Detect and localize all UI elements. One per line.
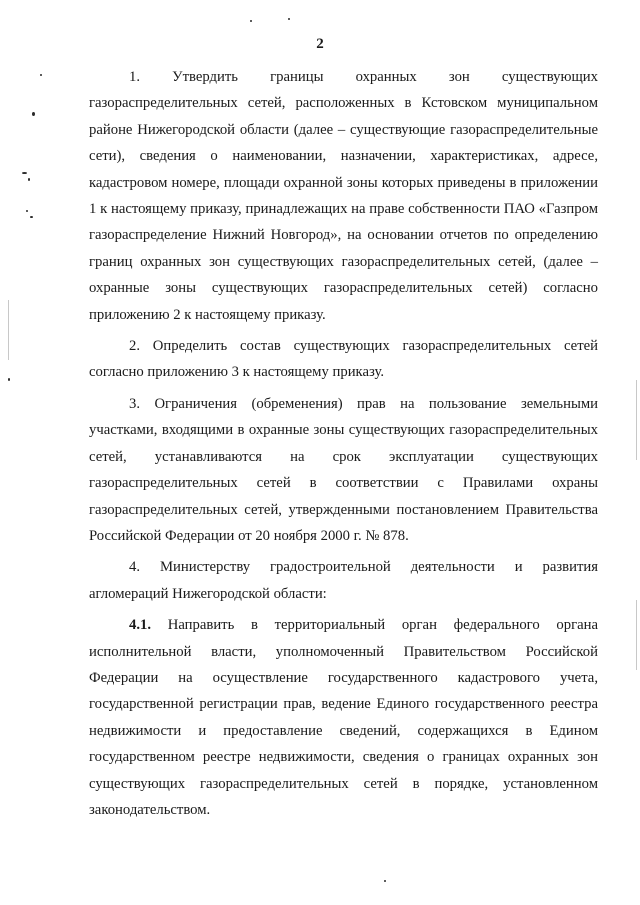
scan-speck xyxy=(40,74,42,76)
paragraph-1: 1. Утвердить границы охранных зон существующих газораспределительных сетей, расположенных в Кстовском муниципальном районе Нижегородской области (далее – существующие газораспределительные сети), сведения о наименовании, назначении, характеристиках, адресе, кадастровом номере, площади охранной зоны которых приведены в приложении 1 к настоящему приказу, принадлежащих на праве собственности ПАО «Газпром газораспределение Нижний Новгород», на основании отчетов по определению границ охранных зон существующих газораспределительных сетей, (далее – охранные зоны существующих газораспределительных сетей) согласно приложению 2 к настоящему приказу. xyxy=(89,69,598,323)
scan-speck xyxy=(384,880,386,882)
paragraph-4-1-number: 4.1. xyxy=(129,617,152,634)
paragraph-4: 4. Министерству градостроительной деятельности и развития агломераций Нижегородской области: xyxy=(89,559,598,602)
scan-edge-line xyxy=(8,300,9,360)
paragraph-2: 2. Определить состав существующих газораспределительных сетей согласно приложению 3 к настоящему приказу. xyxy=(89,338,598,381)
scan-speck xyxy=(8,378,10,381)
paragraph-4-1 xyxy=(89,612,598,823)
scan-speck xyxy=(30,216,33,218)
paragraph-3: 3. Ограничения (обременения) прав на пользование земельными участками, входящими в охранные зоны существующих газораспределительных сетей, устанавливаются на срок эксплуатации существующих газораспределительных сетей в соответствии с Правилами охраны газораспределительных сетей, утвержденными постановлением Правительства Российской Федерации от 20 ноября 2000 г. № 878. xyxy=(89,395,598,544)
scan-speck xyxy=(288,18,290,20)
scan-speck xyxy=(250,20,252,22)
document-body xyxy=(89,64,598,823)
scan-speck xyxy=(26,210,28,212)
page-number: 2 xyxy=(316,36,324,52)
scan-speck xyxy=(28,178,30,181)
scan-speck xyxy=(22,172,27,174)
scan-edge-line xyxy=(636,380,637,460)
scan-speck xyxy=(32,112,35,116)
scan-edge-line xyxy=(636,600,637,670)
paragraph-4-1-text: Направить в территориальный орган федерального органа исполнительной власти, уполномоченный Правительством Российской Федерации на осуществление государственного кадастрового учета, государственной регистрации прав, ведение Единого государственного реестра недвижимости и предоставление сведений, содержащихся в Едином государственном реестре недвижимости, сведения о границах охранных зон существующих газораспределительных сетей в порядке, установленном законодательством. xyxy=(89,617,598,818)
